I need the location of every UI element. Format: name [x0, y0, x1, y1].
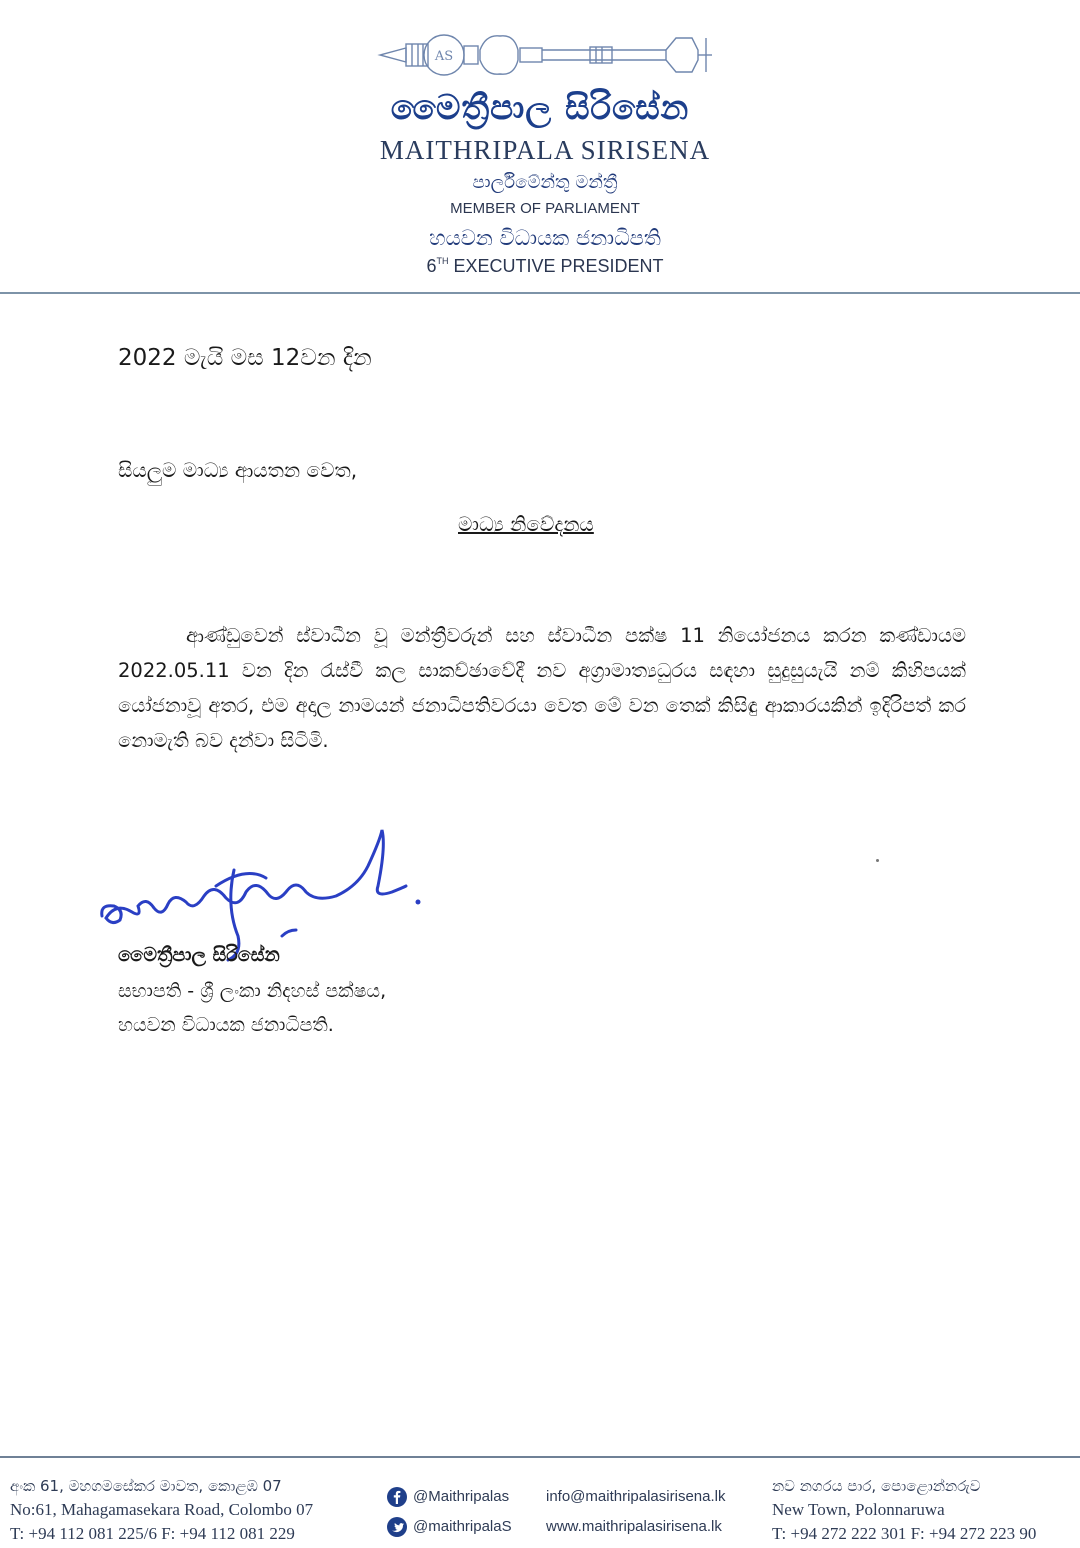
ordinal-suffix: TH — [436, 256, 449, 266]
letterhead — [0, 0, 1080, 300]
role-president-text: EXECUTIVE PRESIDENT — [448, 256, 664, 276]
website-link[interactable]: www.maithripalasirisena.lk — [546, 1518, 722, 1535]
name-sinhala: මෛත්‍රීපාල සිරිසේන — [390, 88, 690, 128]
signatory-name: මෛත්‍රීපාල සිරිසේන — [118, 944, 280, 966]
twitter-handle-row[interactable] — [387, 1512, 512, 1542]
facebook-handle-row[interactable] — [387, 1482, 512, 1512]
email-link[interactable]: info@maithripalasirisena.lk — [546, 1488, 726, 1505]
svg-text:AS: AS — [434, 49, 454, 64]
letter-subject: මාධ්‍ය නිවේදනය — [458, 512, 594, 536]
polonnaruwa-phones: T: +94 272 222 301 F: +94 272 223 90 — [772, 1524, 1037, 1543]
colombo-address-block — [10, 1474, 313, 1546]
facebook-icon — [387, 1487, 407, 1507]
twitter-handle: @maithripalaS — [413, 1518, 512, 1535]
facebook-handle: @Maithripalas — [413, 1488, 510, 1505]
contact-block — [546, 1482, 725, 1542]
polonnaruwa-address-block — [772, 1474, 1036, 1546]
role-president-english — [0, 256, 1080, 277]
role-mp-english: MEMBER OF PARLIAMENT — [450, 200, 640, 217]
polonnaruwa-address-english: New Town, Polonnaruwa — [772, 1500, 945, 1519]
letter-date: 2022 මැයි මස 12වන දින — [118, 345, 372, 371]
signatory-title-party: සභාපති - ශ්‍රී ලංකා නිදහස් පක්ෂය, — [118, 980, 387, 1002]
footer — [0, 1462, 1080, 1548]
header-divider — [0, 292, 1080, 294]
scan-speck — [876, 859, 879, 862]
social-block — [387, 1482, 512, 1542]
mace-emblem-icon — [376, 28, 716, 82]
footer-divider — [0, 1456, 1080, 1458]
letter-body: ආණ්ඩුවෙන් ස්වාධීන වූ මන්ත්‍රීවරුන් සහ ස්වාධීන පක්ෂ 11 නියෝජනය කරන කණ්ඩායම 2022.05.11 වන දින රැස්වී කල සාකච්ඡාවේදී නව අග්‍රාමාත්‍යධුරය සඳහා සුදුසුයැයි නම් කිහිපයක් යෝජනාවූ අතර, එම අදාල නාමයන් ජනාධිපතිවරයා වෙත මේ වන තෙක් කිසිඳු ආකාරයකින් ඉදිරිපත් කර නොමැති බව දන්වා සිටිමි. — [118, 624, 966, 752]
colombo-phones: T: +94 112 081 225/6 F: +94 112 081 229 — [10, 1524, 295, 1543]
colombo-address-sinhala: අංක 61, මහගමසේකර මාවත, කොළඹ 07 — [10, 1477, 282, 1495]
polonnaruwa-address-sinhala: නව නගරය පාර, පොළොන්නරුව — [772, 1477, 981, 1495]
role-president-sinhala: හයවන විධායක ජනාධිපති — [429, 226, 661, 250]
letter-recipient: සියලුම මාධ්‍ය ආයතන වෙත, — [118, 458, 358, 482]
name-english: MAITHRIPALA SIRISENA — [379, 135, 711, 165]
colombo-address-english: No:61, Mahagamasekara Road, Colombo 07 — [10, 1500, 314, 1519]
role-mp-sinhala: පාර්ලිමේන්තු මන්ත්‍රී — [472, 172, 618, 193]
ordinal-number: 6 — [426, 256, 437, 276]
twitter-icon — [387, 1517, 407, 1537]
signatory-title-president: හයවන විධායක ජනාධිපති. — [118, 1014, 334, 1036]
